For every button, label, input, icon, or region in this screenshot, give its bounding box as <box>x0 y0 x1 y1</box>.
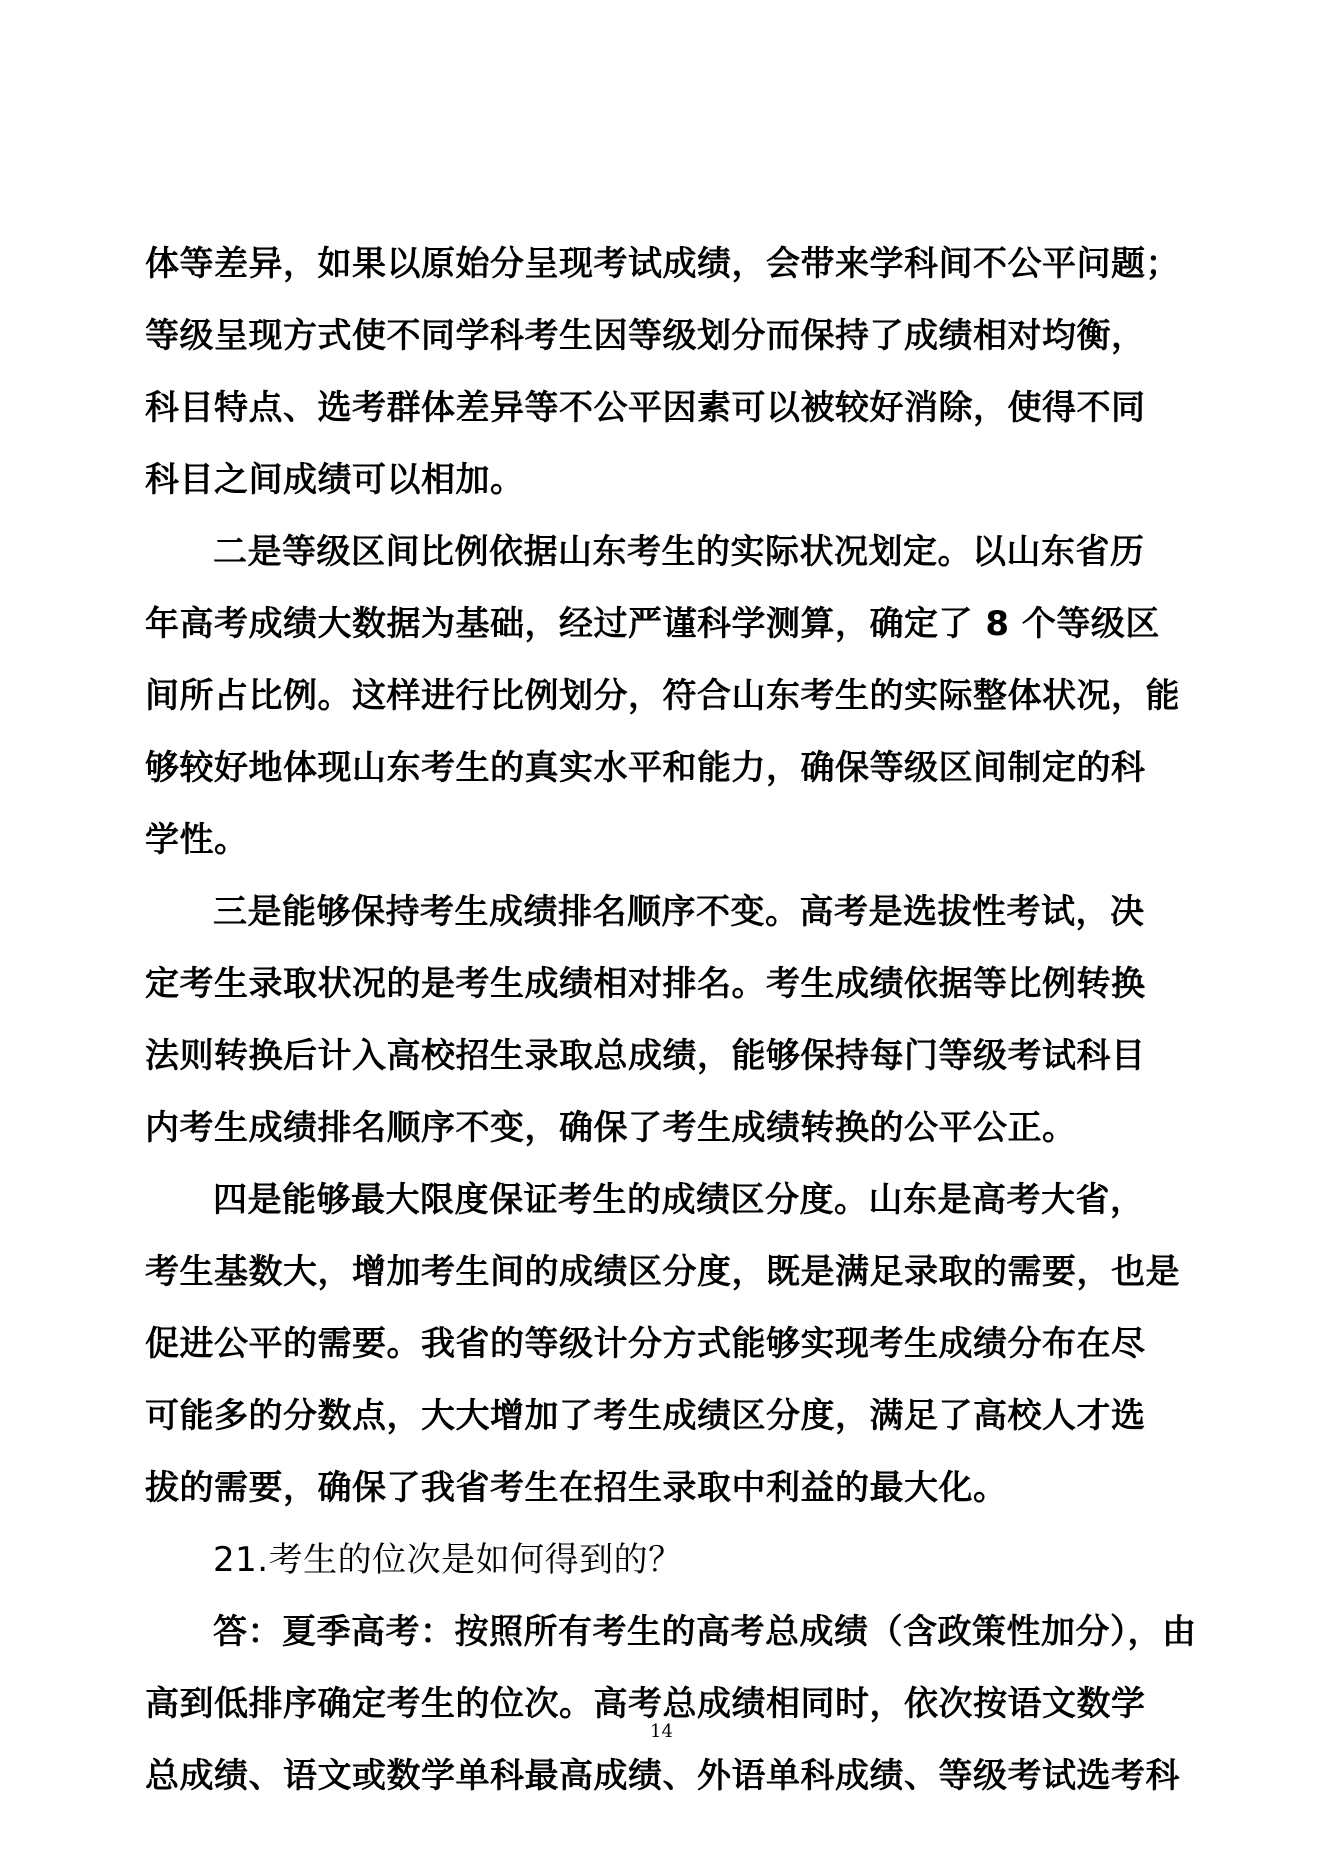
text-line: 21.考生的位次是如何得到的？ <box>213 1540 683 1580</box>
paragraph-point-three <box>145 876 1190 1164</box>
paragraph-point-two <box>145 516 1190 876</box>
text-line: 年高考成绩大数据为基础，经过严谨科学测算，确定了 8 个等级区 <box>145 604 1160 644</box>
answer-paragraph <box>145 1596 1197 1812</box>
text-line: 体等差异，如果以原始分呈现考试成绩，会带来学科间不公平问题； <box>145 244 1180 284</box>
paragraph-continuation <box>145 228 1190 516</box>
text-line: 四是能够最大限度保证考生的成绩区分度。山东是高考大省， <box>213 1180 1145 1220</box>
paragraph-point-four <box>145 1164 1190 1524</box>
text-line: 三是能够保持考生成绩排名顺序不变。高考是选拔性考试，决 <box>213 892 1145 932</box>
text-line: 间所占比例。这样进行比例划分，符合山东考生的实际整体状况，能 <box>145 676 1180 716</box>
text-line: 学性。 <box>145 820 249 860</box>
page-number: 14 <box>650 1721 673 1742</box>
text-line: 等级呈现方式使不同学科考生因等级划分而保持了成绩相对均衡， <box>145 316 1146 356</box>
text-line: 内考生成绩排名顺序不变，确保了考生成绩转换的公平公正。 <box>145 1108 1077 1148</box>
text-line: 法则转换后计入高校招生录取总成绩，能够保持每门等级考试科目 <box>145 1036 1146 1076</box>
text-line: 够较好地体现山东考生的真实水平和能力，确保等级区间制定的科 <box>145 748 1146 788</box>
text-line: 科目特点、选考群体差异等不公平因素可以被较好消除，使得不同 <box>145 388 1146 428</box>
text-line: 总成绩、语文或数学单科最高成绩、外语单科成绩、等级考试选考科 <box>145 1756 1180 1796</box>
text-line: 促进公平的需要。我省的等级计分方式能够实现考生成绩分布在尽 <box>145 1324 1146 1364</box>
text-line: 答：夏季高考：按照所有考生的高考总成绩（含政策性加分），由 <box>213 1612 1197 1652</box>
text-line: 考生基数大，增加考生间的成绩区分度，既是满足录取的需要，也是 <box>145 1252 1180 1292</box>
text-line: 拔的需要，确保了我省考生在招生录取中利益的最大化。 <box>145 1468 1008 1508</box>
document-body <box>145 228 1197 1812</box>
text-line: 高到低排序确定考生的位次。高考总成绩相同时，依次按语文数学 <box>145 1684 1146 1724</box>
text-line: 二是等级区间比例依据山东考生的实际状况划定。以山东省历 <box>213 532 1145 572</box>
question-heading <box>145 1524 1190 1596</box>
text-line: 可能多的分数点，大大增加了考生成绩区分度，满足了高校人才选 <box>145 1396 1146 1436</box>
text-line: 定考生录取状况的是考生成绩相对排名。考生成绩依据等比例转换 <box>145 964 1146 1004</box>
text-line: 科目之间成绩可以相加。 <box>145 460 525 500</box>
